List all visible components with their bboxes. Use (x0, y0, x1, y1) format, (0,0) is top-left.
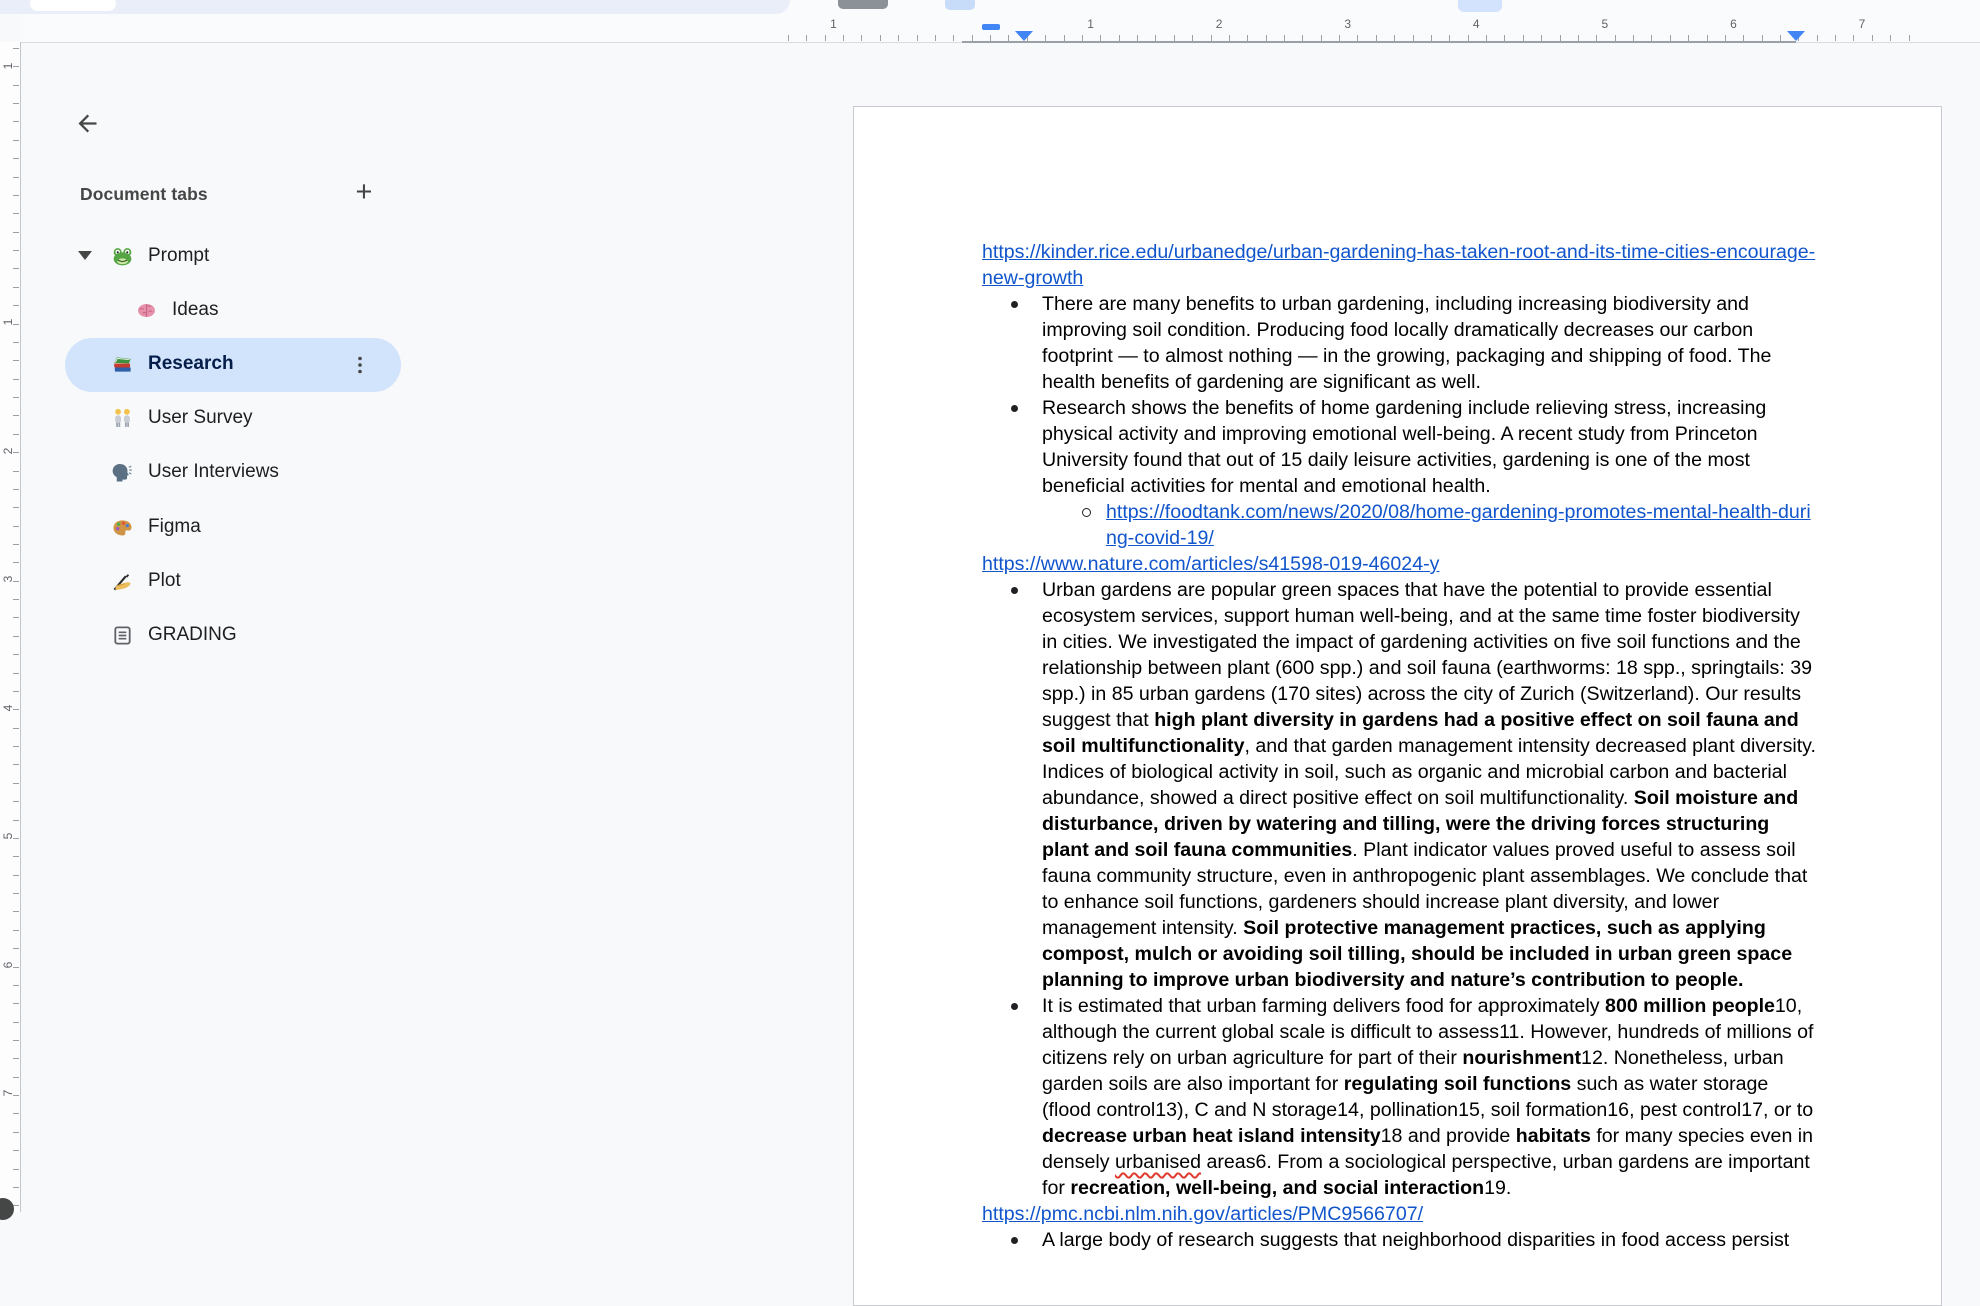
ruler-tick (1100, 35, 1101, 41)
misspelled-word: urbanised (1114, 1151, 1202, 1173)
ruler-tick (13, 1187, 19, 1188)
text-run: 18 and provide (1380, 1125, 1516, 1147)
ruler-tick (13, 875, 19, 876)
ruler-tick (1817, 35, 1818, 41)
ruler-tick (1615, 35, 1616, 41)
ruler-tick (13, 636, 19, 637)
add-tab-button[interactable]: + (355, 175, 373, 208)
ruler-tick (13, 268, 19, 269)
ruler-tick (1394, 35, 1395, 41)
ruler-tick (13, 746, 19, 747)
ruler-tick (13, 232, 19, 233)
text-run: A large body of research suggests that neighborhood disparities in food access persist (1042, 1229, 1790, 1251)
ruler-tick (1578, 35, 1579, 41)
ruler-tick (1486, 35, 1487, 41)
hyperlink[interactable]: https://foodtank.com/news/2020/08/home-gardening-promotes-mental-health-during-covid-19/ (1106, 501, 1811, 549)
ruler-tick (13, 526, 19, 527)
ruler-tick (1321, 35, 1322, 41)
ruler-tick (13, 158, 19, 159)
ruler-tick (13, 1113, 19, 1114)
speaking-head-icon (111, 461, 134, 484)
hyperlink[interactable]: https://kinder.rice.edu/urbanedge/urban-gardening-has-taken-root-and-its-time-cities-encourage-new-growth (982, 241, 1816, 289)
right-indent-marker[interactable] (1787, 31, 1805, 41)
ruler-number: 7 (1858, 17, 1866, 31)
ruler-tick (1339, 35, 1340, 41)
bullet-disc (1011, 405, 1018, 412)
tab-prompt[interactable] (65, 230, 401, 284)
tab-figma[interactable] (65, 501, 401, 555)
bullet-disc (1011, 587, 1018, 594)
link-paragraph (982, 1201, 1816, 1227)
ruler-tick (13, 801, 19, 802)
bullet-paragraph (982, 499, 1816, 551)
ruler-tick (13, 930, 19, 931)
ruler-tick (1449, 35, 1450, 41)
ruler-number: 6 (1730, 17, 1737, 31)
tab-user-interviews[interactable] (65, 446, 401, 500)
palette-icon (111, 516, 134, 539)
ruler-tick (13, 103, 19, 104)
ruler-tick (13, 1040, 19, 1041)
bullet-paragraph (982, 395, 1816, 499)
ruler-tick (13, 1077, 19, 1078)
tab-label: GRADING (148, 624, 237, 645)
hyperlink[interactable]: https://pmc.ncbi.nlm.nih.gov/articles/PMC9566707/ (982, 1203, 1424, 1225)
tab-grading[interactable] (65, 609, 401, 663)
ruler-tick (13, 415, 19, 416)
document-text (982, 239, 1816, 1253)
text-run: nourishment (1462, 1047, 1582, 1069)
ruler-tick (1670, 35, 1671, 41)
ruler-tick (917, 35, 918, 41)
ruler-tick (13, 1132, 19, 1133)
books-icon (111, 353, 134, 376)
ruler-tick (13, 985, 19, 986)
ruler-tick (1890, 35, 1891, 41)
ruler-tick (13, 599, 19, 600)
ruler-number: 5 (1601, 17, 1609, 31)
ruler-tick (1008, 35, 1009, 41)
text-run: , and that garden management intensity decreased plant diversity. Indices of biological activity in soil, such as organic and microbial carbon and bacterial abundance, showed a direct positive effect on soil multifunctionality. (1042, 735, 1816, 809)
ruler-tick (13, 507, 19, 508)
ruler-tick (13, 250, 19, 251)
text-run: 10, although the current global scale is difficult to assess11. However, hundreds of millions of citizens rely on urban agriculture for part of their (1042, 995, 1814, 1069)
ruler-tick (13, 48, 19, 49)
ruler-tick (13, 305, 19, 306)
kebab-menu-icon[interactable] (348, 353, 372, 377)
ruler-tick (1192, 35, 1193, 41)
ruler-tick (1743, 35, 1744, 41)
ruler-number: 7 (1, 1089, 15, 1097)
ruler-tick (13, 434, 19, 435)
ruler-tick (788, 35, 789, 41)
ruler-tick (13, 1003, 19, 1004)
ruler-tick (13, 287, 19, 288)
ruler-tick (13, 342, 19, 343)
ruler-number: 4 (1, 704, 15, 712)
ruler-tick (13, 177, 19, 178)
bullet-disc (1011, 1237, 1018, 1244)
ruler-tick (990, 35, 991, 41)
bullet-paragraph (982, 1227, 1816, 1253)
ruler-tick (1247, 35, 1248, 41)
writing-hand-icon (111, 570, 134, 593)
text-run: high plant diversity in gardens had a positive effect on soil fauna and soil multifunctionality (1042, 709, 1799, 757)
top-chrome-strip (0, 0, 1980, 14)
text-run: Urban gardens are popular green spaces that have the potential to provide essential ecosystem services, support human well-being, and at the same time foster biodiversity in cities. We investigated the impact of gardening activities on five soil functions and the relationship between plant (600 spp.) and soil fauna (earthworms: 18 spp., springtails: 39 spp.) in 85 urban gardens (170 sites) across the city of Zurich (Switzerland). Our results suggest that (1042, 579, 1813, 731)
text-run: 12. Nonetheless, urban garden soils are also important for (1042, 1047, 1784, 1095)
ruler-tick (1431, 35, 1432, 41)
ruler-tick (1137, 35, 1138, 41)
arrow-back-icon (74, 110, 101, 142)
ruler-tick (1302, 35, 1303, 41)
ruler-tick (13, 691, 19, 692)
brain-icon (135, 299, 158, 322)
tab-user-survey[interactable] (65, 392, 401, 446)
ruler-tick (1651, 35, 1652, 41)
ruler-tick (1762, 35, 1763, 41)
ruler-tick (13, 489, 19, 490)
ruler-tick (13, 764, 19, 765)
people-icon (111, 407, 134, 430)
toolbar-button-fragment (838, 0, 888, 9)
ruler-tick (935, 35, 936, 41)
ruler-tick (13, 654, 19, 655)
ruler-tick (13, 121, 19, 122)
ruler-text-width-line (962, 41, 1796, 43)
ruler-tick (1633, 35, 1634, 41)
text-run: regulating soil functions (1343, 1073, 1572, 1095)
ruler-tick (13, 85, 19, 86)
text-run: for many species even in densely (1042, 1125, 1814, 1173)
ruler-tick (13, 1205, 19, 1206)
document-page[interactable] (853, 106, 1942, 1306)
ruler-tick (13, 1058, 19, 1059)
ruler-tick (880, 35, 881, 41)
ruler-tick (898, 35, 899, 41)
ruler-number: 1 (1, 318, 15, 326)
frog-icon (111, 245, 134, 268)
document-icon (111, 624, 134, 647)
ruler-tick (13, 948, 19, 949)
ruler-tick (1357, 35, 1358, 41)
ruler-number: 2 (1215, 17, 1223, 31)
ruler-tick (1155, 35, 1156, 41)
tab-ideas[interactable] (65, 284, 401, 338)
ruler-tick (1853, 35, 1854, 41)
ruler-tick (13, 544, 19, 545)
hyperlink[interactable]: https://www.nature.com/articles/s41598-019-46024-y (982, 553, 1440, 575)
ruler-tick (13, 893, 19, 894)
ruler-tick (13, 213, 19, 214)
ruler-tick (953, 35, 954, 41)
ruler-tick (13, 1169, 19, 1170)
ruler-tick (1174, 35, 1175, 41)
tab-label: Research (148, 353, 234, 374)
ruler-tick (806, 35, 807, 41)
first-line-indent-marker[interactable] (982, 24, 1000, 30)
tab-label: Prompt (148, 245, 210, 266)
document-workspace (20, 42, 1980, 1251)
ruler-tick (13, 379, 19, 380)
ruler-tick (13, 360, 19, 361)
ruler-tick (1688, 35, 1689, 41)
ruler-tick (13, 140, 19, 141)
text-run: It is estimated that urban farming delivers food for approximately (1042, 995, 1606, 1017)
ruler-tick (13, 783, 19, 784)
ruler-tick (1468, 35, 1469, 41)
bullet-paragraph (982, 993, 1816, 1201)
bullet-circle (1082, 508, 1091, 517)
back-button[interactable] (67, 106, 107, 146)
link-paragraph (982, 239, 1816, 291)
document-tabs-title: Document tabs (80, 184, 208, 204)
text-run: such as water storage (flood control13), C and N storage14, pollination15, soil formation16, pest control17, or to (1042, 1073, 1814, 1121)
text-run: 800 million people (1605, 995, 1775, 1017)
ruler-tick (13, 856, 19, 857)
bullet-disc (1011, 1003, 1018, 1010)
ruler-tick (1909, 35, 1910, 41)
toolbar-tab-fragment (30, 0, 116, 11)
horizontal-ruler (20, 14, 1980, 43)
ruler-number: 1 (1087, 17, 1094, 31)
tab-label: User Survey (148, 407, 253, 428)
ruler-tick (1376, 35, 1377, 41)
ruler-tick (1266, 35, 1267, 41)
ruler-tick (1064, 35, 1065, 41)
ruler-tick (972, 35, 973, 41)
ruler-tick (1045, 35, 1046, 41)
ruler-tick (13, 195, 19, 196)
ruler-tick (1523, 35, 1524, 41)
link-paragraph (982, 551, 1816, 577)
text-run: decrease urban heat island intensity (1042, 1125, 1381, 1147)
ruler-tick (13, 820, 19, 821)
ruler-number: 6 (1, 961, 15, 969)
ruler-tick (13, 617, 19, 618)
ruler-tick (1560, 35, 1561, 41)
ruler-tick (13, 562, 19, 563)
ruler-tick (1119, 35, 1120, 41)
ruler-tick (13, 728, 19, 729)
tab-plot[interactable] (65, 555, 401, 609)
ruler-tick (843, 35, 844, 41)
text-run: areas6. From a sociological perspective, urban gardens are important for (1042, 1151, 1810, 1199)
text-run: 19. (1484, 1177, 1512, 1199)
vertical-ruler (0, 42, 21, 1212)
ruler-tick (861, 35, 862, 41)
ruler-tick (825, 35, 826, 41)
ruler-tick (1541, 35, 1542, 41)
ruler-tick (13, 1150, 19, 1151)
text-run: recreation, well-being, and social interaction (1070, 1177, 1485, 1199)
bullet-disc (1011, 301, 1018, 308)
toolbar-bottom-edge (0, 0, 790, 14)
ruler-tick (1284, 35, 1285, 41)
ruler-tick (1413, 35, 1414, 41)
text-run: There are many benefits to urban gardening, including increasing biodiversity and improving soil condition. Producing food locally dramatically decreases our carbon footprint — to almost nothing — in the growing, packaging and shipping of food. The health benefits of gardening are significant as well. (1042, 293, 1772, 393)
text-run: Soil moisture and disturbance, driven by watering and tilling, were the driving forces structuring plant and soil fauna communities (1042, 787, 1799, 861)
ruler-number: 3 (1, 575, 15, 583)
text-run: Soil protective management practices, such as applying compost, mulch or avoiding soil tilling, should be included in urban green space planning to improve urban biodiversity and nature’s contribution to people. (1042, 917, 1793, 991)
ruler-tick (1780, 35, 1781, 41)
ruler-number: 1 (830, 17, 837, 31)
ruler-tick (13, 1022, 19, 1023)
ruler-number: 2 (1, 447, 15, 455)
tab-label: Figma (148, 516, 201, 537)
ruler-number: 1 (1, 62, 15, 70)
ruler-tick (1835, 35, 1836, 41)
left-indent-marker[interactable] (1015, 31, 1033, 41)
ruler-tick (13, 673, 19, 674)
ruler-tick (1872, 35, 1873, 41)
ruler-tick (1504, 35, 1505, 41)
toolbar-button-fragment (945, 0, 975, 10)
tab-label: Ideas (172, 299, 219, 320)
chevron-down-icon[interactable] (78, 251, 92, 260)
ruler-number: 3 (1344, 17, 1352, 31)
ruler-tick (13, 471, 19, 472)
text-run: Research shows the benefits of home gardening include relieving stress, increasing physical activity and improving emotional well-being. A recent study from Princeton University found that out of 15 daily leisure activities, gardening is one of the most beneficial activities for mental and emotional health. (1042, 397, 1767, 497)
ruler-tick (1596, 35, 1597, 41)
ruler-tick (1229, 35, 1230, 41)
ruler-tick (1707, 35, 1708, 41)
ruler-tick (13, 397, 19, 398)
text-run: . Plant indicator values proved useful to assess soil fauna community structure, even in anthropogenic plant assemblages. We conclude that to enhance soil functions, gardeners should increase plant diversity, and lower management intensity. (1042, 839, 1808, 939)
bullet-paragraph (982, 291, 1816, 395)
tab-label: Plot (148, 570, 181, 591)
toolbar-button-fragment (1458, 0, 1502, 12)
tab-research[interactable] (65, 338, 401, 392)
ruler-tick (1211, 35, 1212, 41)
ruler-tick (1082, 35, 1083, 41)
tab-label: User Interviews (148, 461, 279, 482)
ruler-number: 5 (1, 832, 15, 840)
ruler-number: 4 (1472, 17, 1480, 31)
bullet-paragraph (982, 577, 1816, 993)
text-run: habitats (1515, 1125, 1591, 1147)
ruler-tick (1725, 35, 1726, 41)
ruler-tick (13, 911, 19, 912)
